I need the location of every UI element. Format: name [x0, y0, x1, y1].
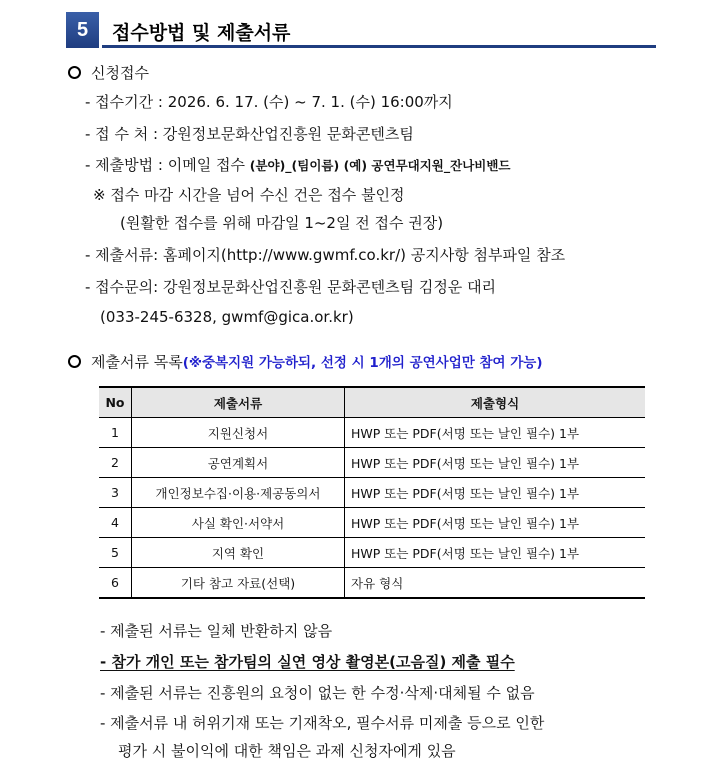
- application-office: - 접 수 처 : 강원정보문화산업진흥원 문화콘텐츠팀: [85, 125, 414, 143]
- row-format: HWP 또는 PDF(서명 또는 날인 필수) 1부: [345, 448, 646, 478]
- table-row: [99, 448, 645, 478]
- application-heading: 신청접수: [68, 63, 149, 83]
- docs-info: - 제출서류: 홈페이지(http://www.gwmf.co.kr/) 공지사항 첨부파일 참조: [85, 246, 566, 264]
- row-document: 기타 참고 자료(선택): [132, 568, 345, 599]
- column-header-no: No: [99, 387, 132, 418]
- application-period: - 접수기간 : 2026. 6. 17. (수) ~ 7. 1. (수) 16:00까지: [85, 93, 453, 111]
- row-document: 개인정보수집·이용·제공동의서: [132, 478, 345, 508]
- section-header: [66, 12, 656, 48]
- row-no: 2: [99, 448, 132, 478]
- table-row: [99, 508, 645, 538]
- table-row: [99, 418, 645, 448]
- note-no-return: - 제출된 서류는 일체 반환하지 않음: [100, 622, 333, 640]
- documents-table: [99, 386, 645, 599]
- circle-bullet-icon: [68, 355, 81, 368]
- table-row: [99, 478, 645, 508]
- row-no: 6: [99, 568, 132, 599]
- note-responsibility: - 제출서류 내 허위기재 또는 기재착오, 필수서류 미제출 등으로 인한: [100, 714, 545, 732]
- row-format: 자유 형식: [345, 568, 646, 599]
- row-no: 4: [99, 508, 132, 538]
- row-document: 사실 확인·서약서: [132, 508, 345, 538]
- deadline-note: ※ 접수 마감 시간을 넘어 수신 건은 접수 불인정: [93, 186, 405, 204]
- section-number: 5: [66, 12, 99, 48]
- column-header-format: 제출형식: [345, 387, 646, 418]
- row-format: HWP 또는 PDF(서명 또는 날인 필수) 1부: [345, 508, 646, 538]
- documents-heading-note: (※중복지원 가능하되, 선정 시 1개의 공연사업만 참여 가능): [182, 355, 543, 371]
- row-format: HWP 또는 PDF(서명 또는 날인 필수) 1부: [345, 418, 646, 448]
- table-row: [99, 568, 645, 599]
- deadline-note-detail: (원활한 접수를 위해 마감일 1~2일 전 접수 권장): [120, 214, 444, 232]
- inquiry-contact: (033-245-6328, gwmf@gica.or.kr): [100, 308, 354, 326]
- row-format: HWP 또는 PDF(서명 또는 날인 필수) 1부: [345, 538, 646, 568]
- inquiry: - 접수문의: 강원정보문화산업진흥원 문화콘텐츠팀 김정운 대리: [85, 278, 497, 296]
- section-title: 접수방법 및 제출서류: [112, 22, 291, 44]
- circle-bullet-icon: [68, 66, 81, 79]
- note-no-modification: - 제출된 서류는 진흥원의 요청이 없는 한 수정·삭제·대체될 수 없음: [100, 684, 535, 702]
- note-video-required: - 참가 개인 또는 참가팀의 실연 영상 촬영본(고음질) 제출 필수: [100, 653, 515, 671]
- documents-heading: 제출서류 목록(※중복지원 가능하되, 선정 시 1개의 공연사업만 참여 가능): [68, 352, 543, 373]
- row-document: 지원신청서: [132, 418, 345, 448]
- row-format: HWP 또는 PDF(서명 또는 날인 필수) 1부: [345, 478, 646, 508]
- method-filename-format: (분야)_(팀이름) (예) 공연무대지원_잔나비밴드: [249, 158, 511, 173]
- column-header-document: 제출서류: [132, 387, 345, 418]
- application-method: - 제출방법 : 이메일 접수 (분야)_(팀이름) (예) 공연무대지원_잔나비밴드: [85, 156, 511, 174]
- row-no: 1: [99, 418, 132, 448]
- row-document: 공연계획서: [132, 448, 345, 478]
- row-document: 지역 확인: [132, 538, 345, 568]
- header-rule: [102, 45, 656, 48]
- note-responsibility-detail: 평가 시 불이익에 대한 책임은 과제 신청자에게 있음: [118, 742, 456, 760]
- table-header-row: [99, 387, 645, 418]
- row-no: 3: [99, 478, 132, 508]
- table-row: [99, 538, 645, 568]
- row-no: 5: [99, 538, 132, 568]
